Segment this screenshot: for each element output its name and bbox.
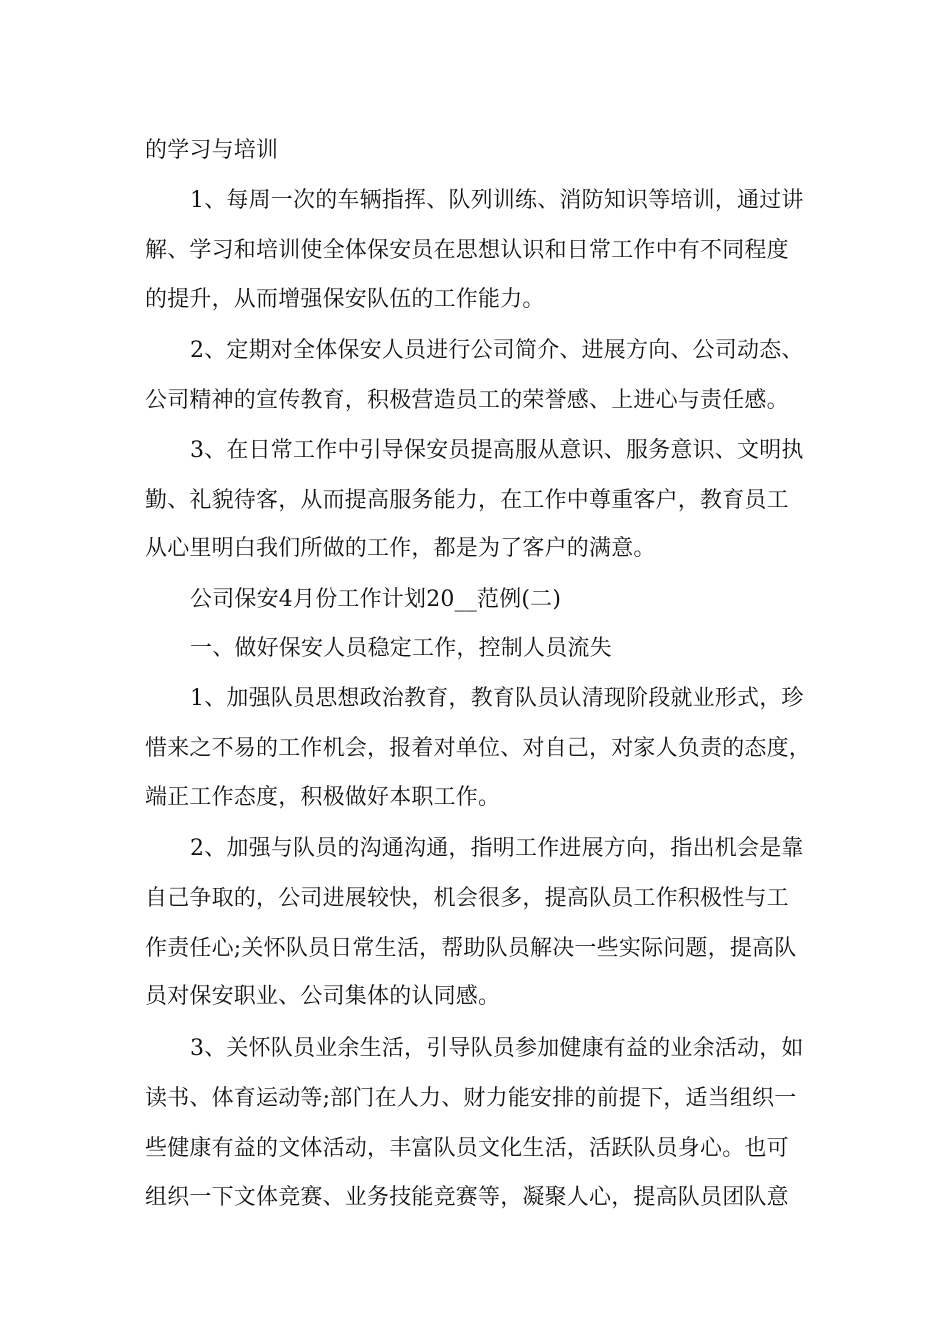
text-line: 员对保安职业、公司集体的认同感。 xyxy=(145,984,501,1009)
text-line: 公司精神的宣传教育，积极营造员工的荣誉感、上进心与责任感。 xyxy=(145,388,789,413)
text-line: 惜来之不易的工作机会，报着对单位、对自己，对家人负责的态度， xyxy=(145,736,812,761)
text-line: 作责任心;关怀队员日常生活，帮助队员解决一些实际问题，提高队 xyxy=(145,936,797,961)
text-line: 的提升，从而增强保安队伍的工作能力。 xyxy=(145,287,545,312)
text-line: 1、加强队员思想政治教育，教育队员认清现阶段就业形式，珍 xyxy=(190,686,804,711)
text-line: 些健康有益的文体活动，丰富队员文化生活，活跃队员身心。也可 xyxy=(145,1136,789,1161)
text-line: 自己争取的，公司进展较快，机会很多，提高队员工作积极性与工 xyxy=(145,886,789,911)
text-line: 3、在日常工作中引导保安员提高服从意识、服务意识、文明执 xyxy=(190,438,804,463)
text-line: 1、每周一次的车辆指挥、队列训练、消防知识等培训，通过讲 xyxy=(190,188,804,213)
text-line: 组织一下文体竞赛、业务技能竞赛等，凝聚人心，提高队员团队意 xyxy=(145,1185,789,1210)
text-line: 解、学习和培训使全体保安员在思想认识和日常工作中有不同程度 xyxy=(145,238,789,263)
text-line: 2、加强与队员的沟通沟通，指明工作进展方向，指出机会是靠 xyxy=(190,836,804,861)
text-line: 一、做好保安人员稳定工作，控制人员流失 xyxy=(190,636,612,661)
text-line: 读书、体育运动等;部门在人力、财力能安排的前提下，适当组织一 xyxy=(145,1086,797,1111)
text-line: 3、关怀队员业余生活，引导队员参加健康有益的业余活动，如 xyxy=(190,1036,804,1061)
text-line: 从心里明白我们所做的工作，都是为了客户的满意。 xyxy=(145,536,656,561)
text-line: 的学习与培训 xyxy=(145,138,279,163)
text-line: 端正工作态度，积极做好本职工作。 xyxy=(145,785,501,810)
text-line: 公司保安4月份工作计划20__范例(二) xyxy=(190,587,562,612)
text-line: 2、定期对全体保安人员进行公司简介、进展方向、公司动态、 xyxy=(190,338,804,363)
text-line: 勤、礼貌待客，从而提高服务能力，在工作中尊重客户，教育员工 xyxy=(145,488,789,513)
